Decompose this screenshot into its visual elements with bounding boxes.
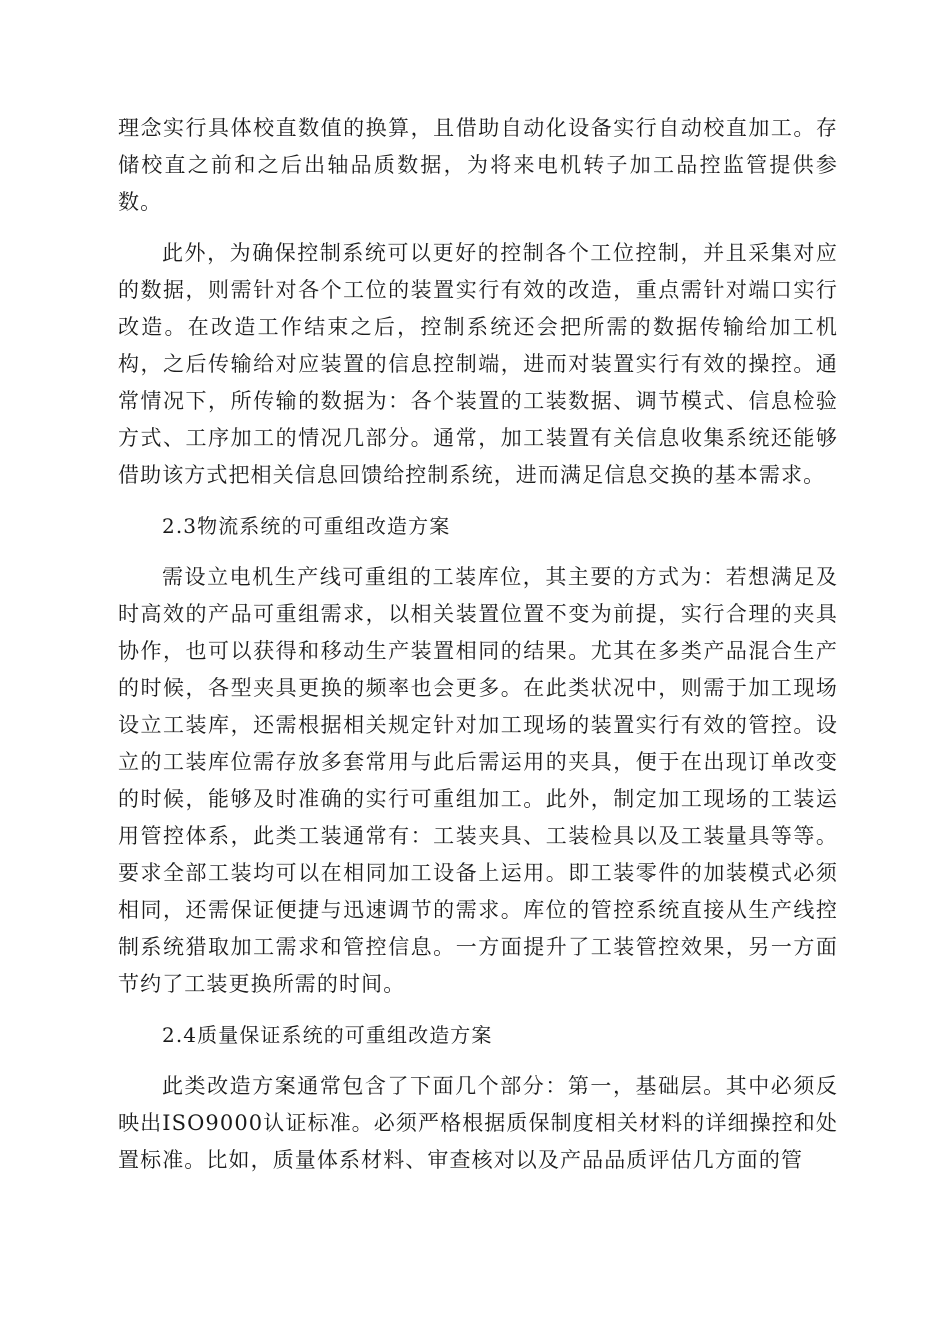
paragraph-quality-system: 此类改造方案通常包含了下面几个部分：第一，基础层。其中必须反映出ISO9000认证标准。必须严格根据质保制度相关材料的详细操控和处置标准。比如，质量体系材料、审查核对以及产品品质评估几方面的管: [118, 1074, 838, 1172]
paragraph-logistics-system: 需设立电机生产线可重组的工装库位，其主要的方式为：若想满足及时高效的产品可重组需求，以相关装置位置不变为前提，实行合理的夹具协作，也可以获得和移动生产装置相同的结果。尤其在多类产品混合生产的时候，各型夹具更换的频率也会更多。在此类状况中，则需于加工现场设立工装库，还需根据相关规定针对加工现场的装置实行有效的管控。设立的工装库位需存放多套常用与此后需运用的夹具，便于在出现订单改变的时候，能够及时准确的实行可重组加工。此外，制定加工现场的工装运用管控体系，此类工装通常有：工装夹具、工装检具以及工装量具等等。要求全部工装均可以在相同加工设备上运用。即工装零件的加装模式必须相同，还需保证便捷与迅速调节的需求。库位的管控系统直接从生产线控制系统猎取加工需求和管控信息。一方面提升了工装管控效果，另一方面节约了工装更换所需的时间。: [118, 565, 838, 996]
section-heading-2-4: 2.4质量保证系统的可重组改造方案: [162, 1023, 493, 1047]
section-heading-2-3: 2.3物流系统的可重组改造方案: [162, 514, 451, 538]
document-body: [118, 110, 838, 1193]
paragraph-continued: 理念实行具体校直数值的换算，且借助自动化设备实行自动校直加工。存储校直之前和之后出轴品质数据，为将来电机转子加工品控监管提供参数。: [118, 116, 838, 214]
paragraph-control-system: 此外，为确保控制系统可以更好的控制各个工位控制，并且采集对应的数据，则需针对各个工位的装置实行有效的改造，重点需针对端口实行改造。在改造工作结束之后，控制系统还会把所需的数据传输给加工机构，之后传输给对应装置的信息控制端，进而对装置实行有效的操控。通常情况下，所传输的数据为：各个装置的工装数据、调节模式、信息检验方式、工序加工的情况几部分。通常，加工装置有关信息收集系统还能够借助该方式把相关信息回馈给控制系统，进而满足信息交换的基本需求。: [118, 241, 838, 487]
